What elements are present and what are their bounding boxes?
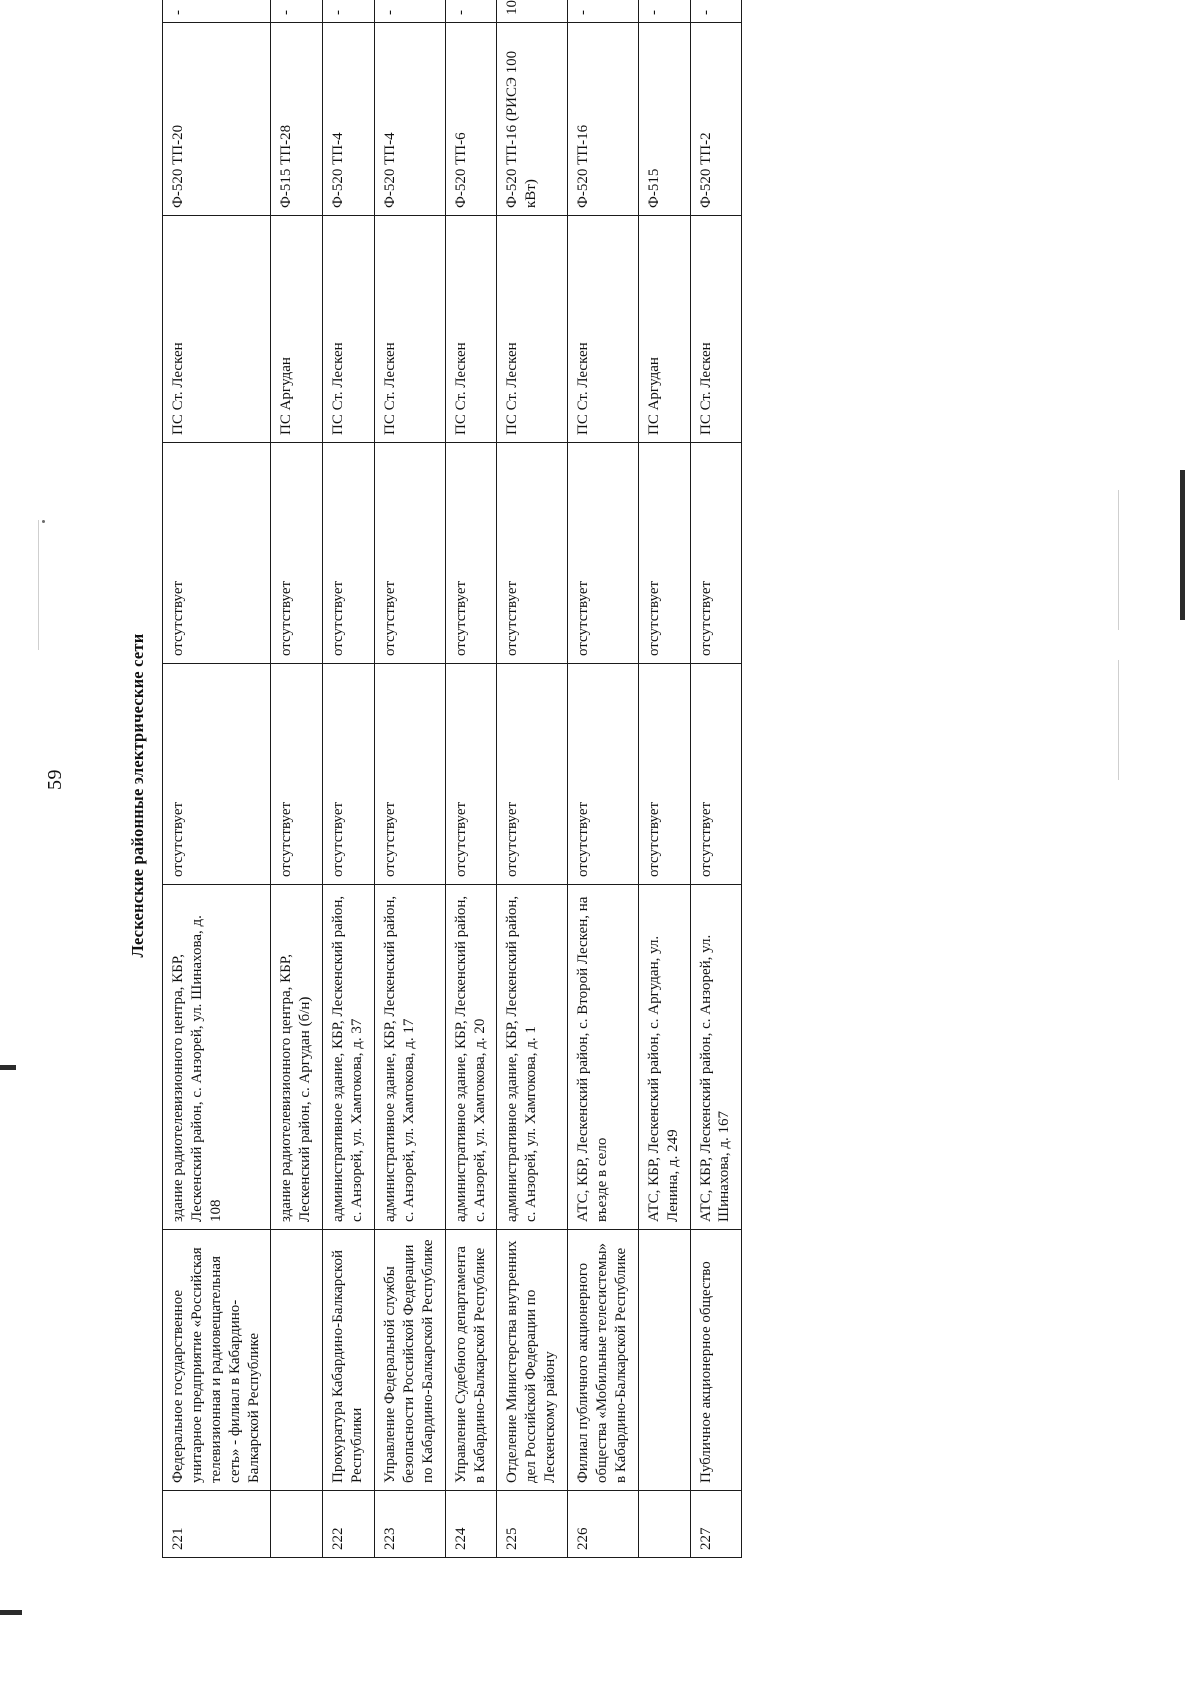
substation: ПС Ст. Лескен: [445, 216, 497, 443]
row-number: 223: [375, 1491, 446, 1558]
table-row: [271, 0, 323, 1558]
scan-edge-mark: [0, 1065, 16, 1070]
registry-table: [162, 0, 742, 1558]
object-address: АТС, КБР, Лескенский район, с. Второй Лескен, на въезде в село: [568, 885, 639, 1230]
table-row: [375, 0, 446, 1558]
organization-name: [638, 1230, 690, 1491]
table-row: [497, 0, 568, 1558]
row-number: 224: [445, 1491, 497, 1558]
table-row: [568, 0, 639, 1558]
feeder: Ф-520 ТП-4: [375, 23, 446, 216]
reserve-source-1: отсутствует: [271, 664, 323, 885]
section-title: Лескенские районные электрические сети: [128, 633, 147, 958]
substation: ПС Аргудан: [638, 216, 690, 443]
scan-edge-mark: [1180, 470, 1185, 620]
object-address: административное здание, КБР, Лескенский район, с. Анзорей, ул. Хамгокова, д. 20: [445, 885, 497, 1230]
row-number: [638, 1491, 690, 1558]
scan-rule: [38, 520, 39, 650]
organization-name: Прокуратура Кабардино-Балкарской Республики: [323, 1230, 375, 1491]
row-number: 225: [497, 1491, 568, 1558]
table-row: [445, 0, 497, 1558]
power-value: -: [690, 0, 742, 23]
landscape-content: [128, 0, 983, 1558]
row-number: 222: [323, 1491, 375, 1558]
reserve-source-2: отсутствует: [568, 443, 639, 664]
scan-edge-mark: [0, 1610, 22, 1615]
page-number: 59: [44, 769, 66, 790]
object-address: административное здание, КБР, Лескенский район, с. Анзорей, ул. Хамгокова, д. 37: [323, 885, 375, 1230]
row-number: [271, 1491, 323, 1558]
row-number: 227: [690, 1491, 742, 1558]
reserve-source-2: отсутствует: [497, 443, 568, 664]
table-row: [163, 0, 271, 1558]
scan-rule: [1118, 490, 1119, 630]
feeder: Ф-520 ТП-20: [163, 23, 271, 216]
feeder: Ф-520 ТП-2: [690, 23, 742, 216]
reserve-source-1: отсутствует: [445, 664, 497, 885]
substation: ПС Ст. Лескен: [690, 216, 742, 443]
substation: ПС Ст. Лескен: [497, 216, 568, 443]
power-value: -: [271, 0, 323, 23]
feeder: Ф-515: [638, 23, 690, 216]
object-address: АТС, КБР, Лескенский район, с. Аргудан, ул. Ленина, д. 249: [638, 885, 690, 1230]
feeder: Ф-520 ТП-6: [445, 23, 497, 216]
substation: ПС Ст. Лескен: [375, 216, 446, 443]
substation: ПС Аргудан: [271, 216, 323, 443]
feeder: Ф-520 ТП-16 (РИСЭ 100 кВт): [497, 23, 568, 216]
power-value: -: [323, 0, 375, 23]
power-value: -: [568, 0, 639, 23]
scan-rule: [1118, 660, 1119, 780]
reserve-source-2: отсутствует: [323, 443, 375, 664]
reserve-source-2: отсутствует: [690, 443, 742, 664]
power-value: -: [163, 0, 271, 23]
feeder: Ф-520 ТП-16: [568, 23, 639, 216]
organization-name: [271, 1230, 323, 1491]
object-address: здание радиотелевизионного центра, КБР, Лескенский район, с. Аргудан (б/н): [271, 885, 323, 1230]
reserve-source-2: отсутствует: [445, 443, 497, 664]
table-row: [638, 0, 690, 1558]
object-address: административное здание, КБР, Лескенский район, с. Анзорей, ул. Хамгокова, д. 1: [497, 885, 568, 1230]
object-address: здание радиотелевизионного центра, КБР, Лескенский район, с. Анзорей, ул. Шинахова, д. 108: [163, 885, 271, 1230]
reserve-source-1: отсутствует: [497, 664, 568, 885]
feeder: Ф-520 ТП-4: [323, 23, 375, 216]
reserve-source-2: отсутствует: [271, 443, 323, 664]
reserve-source-1: отсутствует: [375, 664, 446, 885]
organization-name: Управление Федеральной службы безопасности Российской Федерации по Кабардино-Балкарской Республике: [375, 1230, 446, 1491]
power-value: -: [375, 0, 446, 23]
organization-name: Публичное акционерное общество: [690, 1230, 742, 1491]
reserve-source-1: отсутствует: [323, 664, 375, 885]
object-address: административное здание, КБР, Лескенский район, с. Анзорей, ул. Хамгокова, д. 17: [375, 885, 446, 1230]
row-number: 226: [568, 1491, 639, 1558]
substation: ПС Ст. Лескен: [323, 216, 375, 443]
organization-name: Отделение Министерства внутренних дел Российской Федерации по Лескенскому району: [497, 1230, 568, 1491]
reserve-source-1: отсутствует: [568, 664, 639, 885]
row-number: 221: [163, 1491, 271, 1558]
organization-name: Филиал публичного акционерного общества «Мобильные телесистемы» в Кабардино-Балкарской Республике: [568, 1230, 639, 1491]
object-address: АТС, КБР, Лескенский район, с. Анзорей, ул. Шинахова, д. 167: [690, 885, 742, 1230]
power-value: 10: [497, 0, 568, 23]
table-body: [163, 0, 742, 1558]
reserve-source-1: отсутствует: [690, 664, 742, 885]
substation: ПС Ст. Лескен: [568, 216, 639, 443]
power-value: -: [445, 0, 497, 23]
reserve-source-1: отсутствует: [163, 664, 271, 885]
power-value: -: [638, 0, 690, 23]
substation: ПС Ст. Лескен: [163, 216, 271, 443]
organization-name: Федеральное государственное унитарное предприятие «Российская телевизионная и радиовещательная сеть» - филиал в Кабардино-Балкарской Республике: [163, 1230, 271, 1491]
scan-speck: [42, 520, 45, 523]
table-row: [690, 0, 742, 1558]
reserve-source-2: отсутствует: [638, 443, 690, 664]
reserve-source-1: отсутствует: [638, 664, 690, 885]
reserve-source-2: отсутствует: [375, 443, 446, 664]
reserve-source-2: отсутствует: [163, 443, 271, 664]
organization-name: Управление Судебного департамента в Кабардино-Балкарской Республике: [445, 1230, 497, 1491]
feeder: Ф-515 ТП-28: [271, 23, 323, 216]
table-row: [323, 0, 375, 1558]
